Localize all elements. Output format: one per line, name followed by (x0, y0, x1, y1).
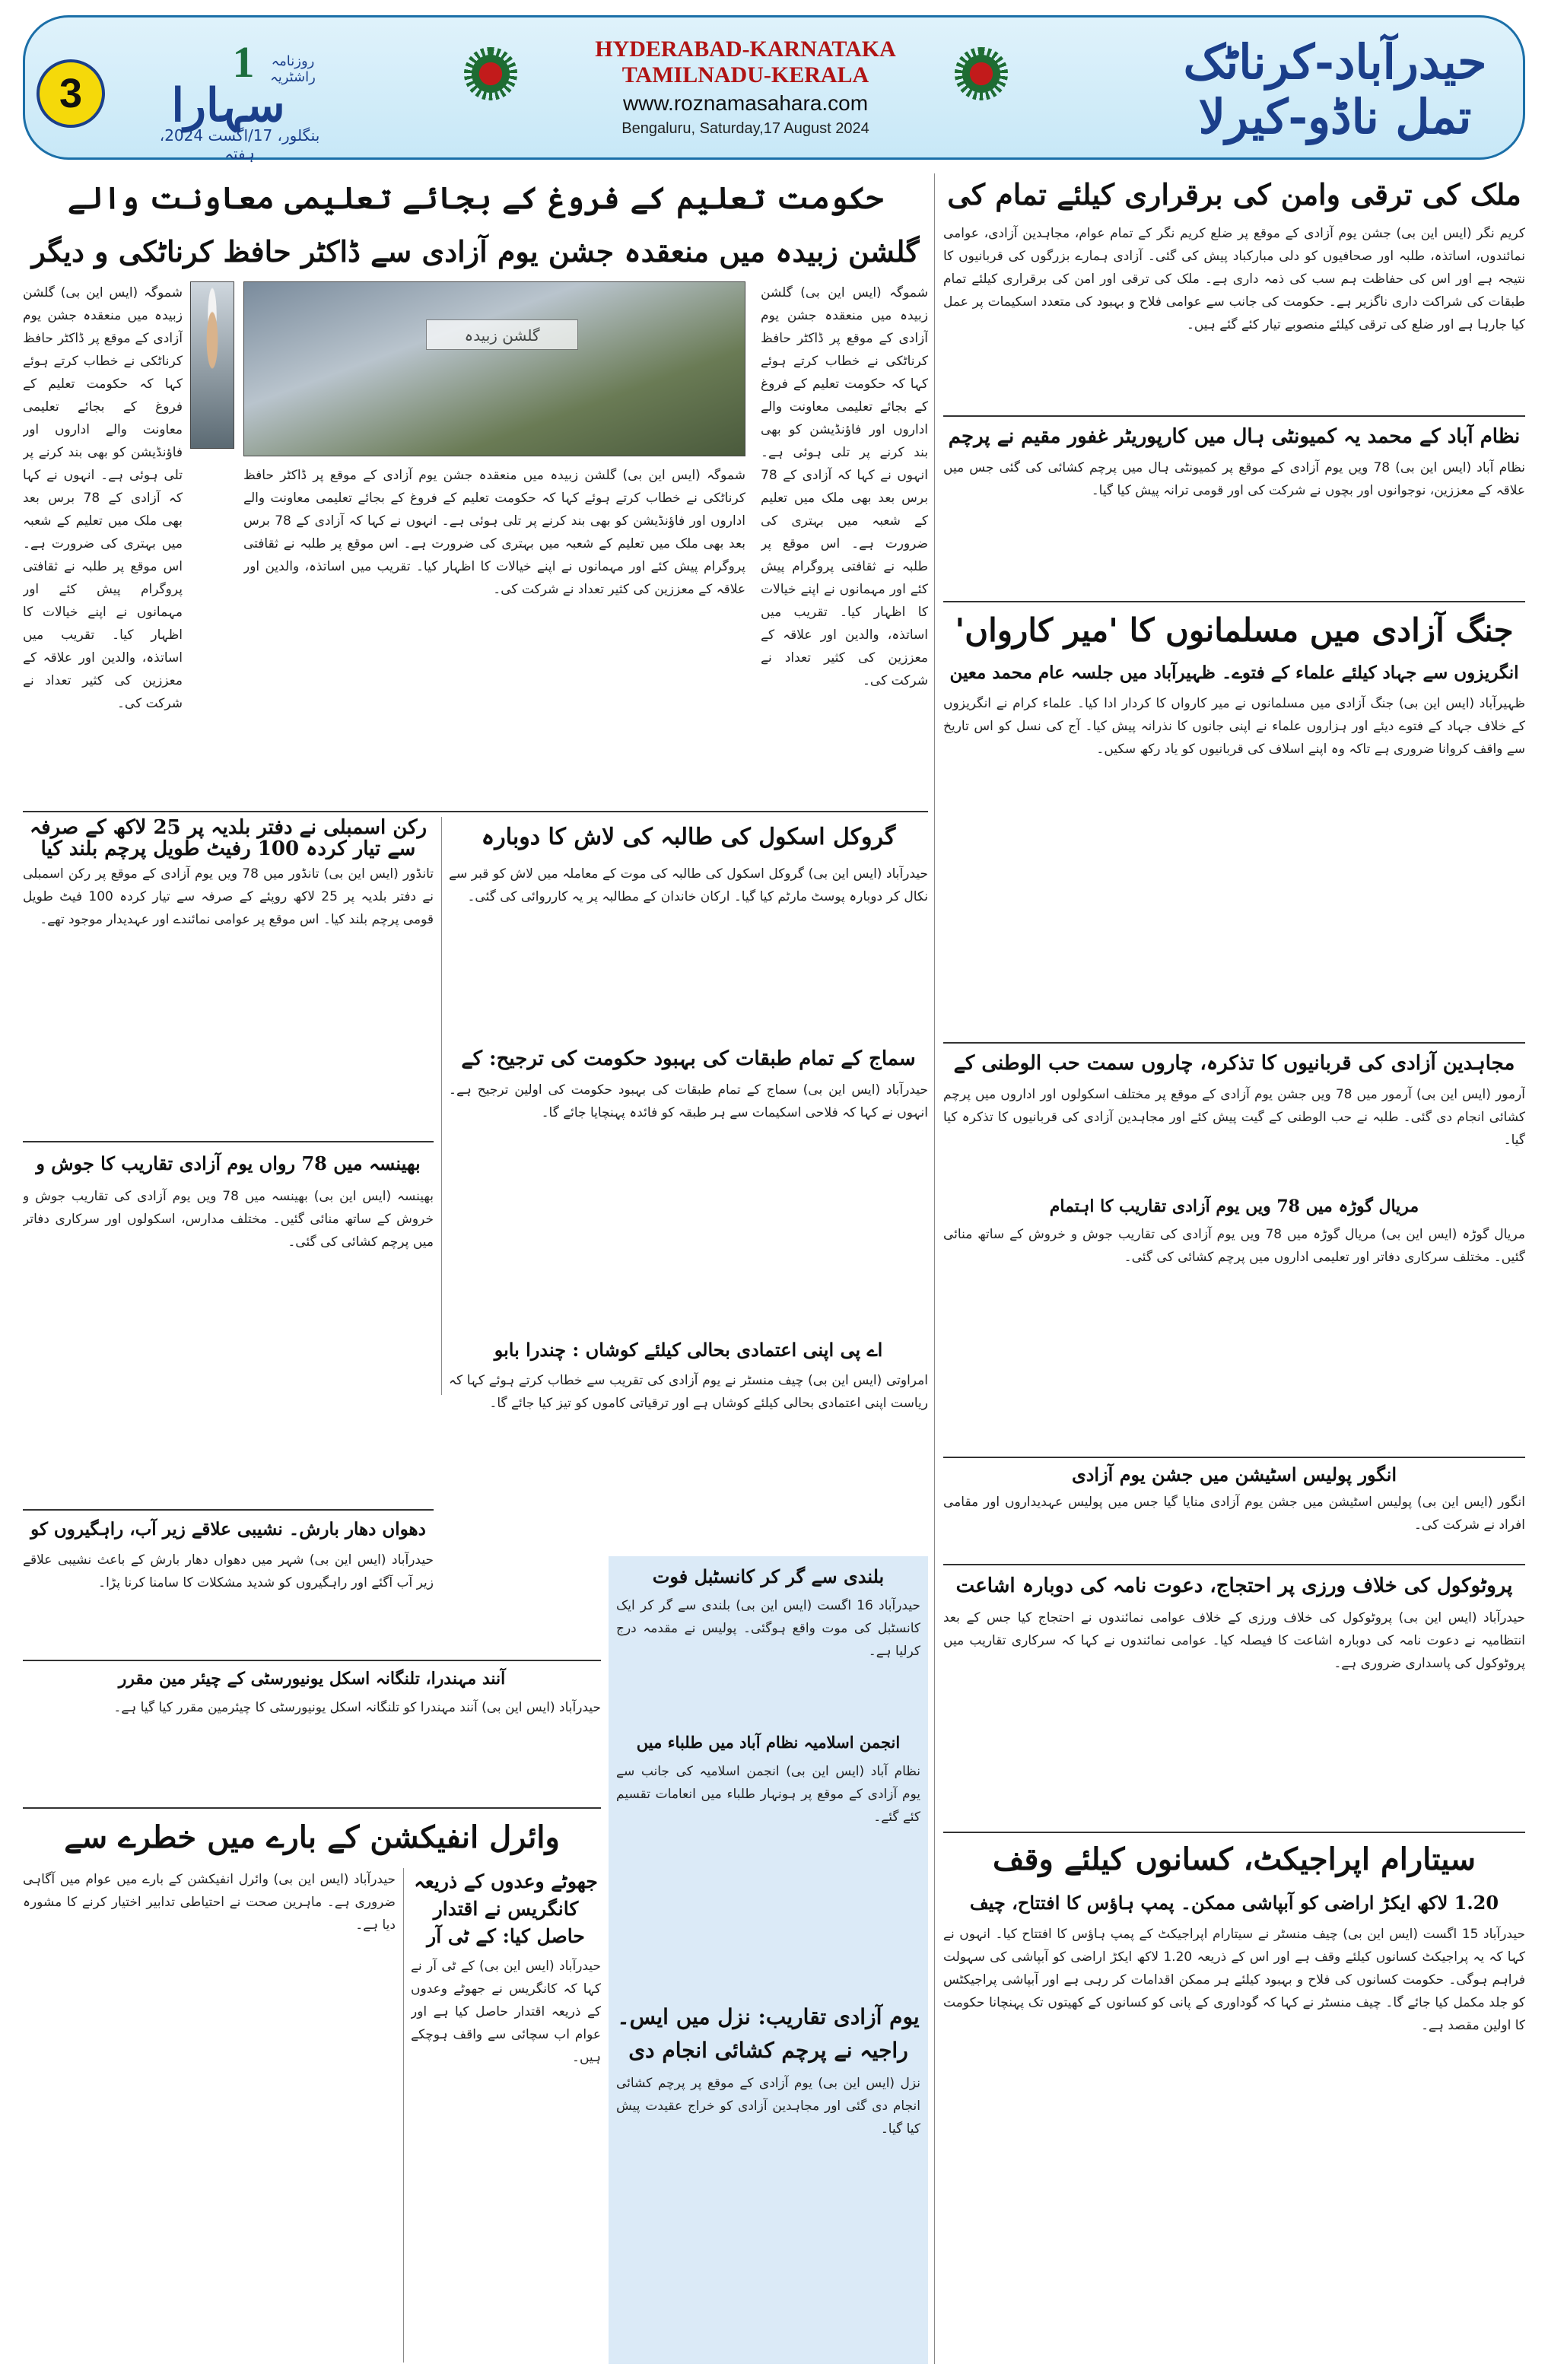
headline-constable: بلندی سے گر کر کانسٹبل فوت (652, 1565, 885, 1587)
body-kt-rama-rao: حیدرآباد (ایس این بی) سماج کے تمام طبقات کی بہبود حکومت کی اولین ترجیح ہے۔ انہوں نے کہا کہ فلاحی اسکیمات سے ہر طبقہ کو فائدہ پہنچایا جائے گا۔ (449, 1082, 928, 1120)
headline-freedom-role: جنگ آزادی میں مسلمانوں کا 'میر کارواں' (955, 612, 1514, 649)
body-tandur: تانڈور (ایس این بی) تانڈور میں 78 ویں یوم آزادی کے موقع پر رکن اسمبلی نے دفتر بلدیہ پر 25 لاکھ روپئے کے صرفہ سے تیار کردہ 100 فیٹ طویل قومی پرچم بلند کیا۔ اس موقع پر عوامی نمائندے اور عہدیدار موجود تھے۔ (23, 866, 434, 927)
headline-miryalaguda: مریال گوڑہ میں 78 ویں یوم آزادی تقاریب کا اہتمام (1049, 1196, 1419, 1216)
body-education-col23: شموگہ (ایس این بی) گلشن زبیدہ میں منعقدہ جشن یوم آزادی کے موقع پر ڈاکٹر حافظ کرناٹکی نے خطاب کرتے ہوئے کہا کہ حکومت تعلیم کے فروغ کے بجائے تعلیمی معاونت والے اداروں اور فاؤنڈیشن کو بھی بند کرنے پر تلی ہوئی ہے۔ انہوں نے کہا کہ آزادی کے 78 برس بعد بھی ملک میں تعلیم کے شعبہ میں بہتری کی ضرورت ہے۔ اس موقع پر طلبہ نے ثقافتی پروگرام پیش کئے اور مہمانوں نے اپنے خیالات کا اظہار کیا۔ تقریب میں اساتذہ، والدین اور علاقہ کے معززین کی کثیر تعداد نے شرکت کی۔ (243, 468, 745, 597)
body-mujahideen: آرمور (ایس این بی) آرمور میں 78 ویں جشن یوم آزادی کے موقع پر مختلف اسکولوں اور اداروں میں پرچم کشائی انجام دی گئی۔ طلبہ نے حب الوطنی کے گیت پیش کئے اور مجاہدین آزادی کی قربانیوں کا تذکرہ کیا گیا۔ (943, 1087, 1525, 1148)
subhead-freedom-role: انگریزوں سے جہاد کیلئے علماء کے فتوے۔ ظہیرآباد میں جلسہ عام محمد معین (949, 663, 1519, 683)
headline-chandrababu: اے پی اپنی اعتمادی بحالی کیلئے کوشاں : چندرا بابو (494, 1339, 883, 1361)
headline-anjuman: انجمن اسلامیہ نظام آباد میں طلباء میں (636, 1733, 901, 1752)
urdu-date: بنگلور، 17/اگست 2024، ہفتہ (159, 126, 320, 163)
headline-kt-rama-rao: سماج کے تمام طبقات کی بہبود حکومت کی ترجیح: کے (461, 1047, 916, 1070)
page-number: 3 (37, 59, 105, 128)
body-anand: حیدرآباد (ایس این بی) آنند مہندرا کو تلنگانہ اسکل یونیورسٹی کا چیئرمین مقرر کیا گیا ہے۔ (113, 1700, 601, 1715)
body-gurukul: حیدرآباد (ایس این بی) گروکل اسکول کی طالبہ کی موت کے معاملہ میں لاش کو قبر سے نکال کر دوبارہ پوسٹ مارٹم کیا گیا۔ ارکان خاندان کے مطالبہ پر یہ کارروائی کی گئی۔ (449, 866, 928, 904)
edition-english (548, 37, 943, 88)
headline-rain: دھواں دھار بارش۔ نشیبی علاقے زیر آب، راہگیروں کو (30, 1519, 426, 1540)
column-divider (441, 817, 442, 1395)
headline-sitarama: سیتارام اپراجیکٹ، کسانوں کیلئے وقف (992, 1841, 1476, 1877)
column-divider (934, 173, 935, 2364)
divider (943, 1042, 1525, 1044)
divider (23, 811, 928, 812)
edition-ur-line1: حیدرآباد-کرناٹک (1183, 34, 1487, 90)
logo-one: 1 (232, 37, 255, 87)
body-nalgonda: نزل (ایس این بی) یوم آزادی کے موقع پر پرچم کشائی انجام دی گئی اور مجاہدین آزادی کو خراج عقیدت پیش کیا گیا۔ (616, 2076, 920, 2137)
body-congress: حیدرآباد (ایس این بی) کے ٹی آر نے کہا کہ کانگریس نے جھوٹے وعدوں کے ذریعہ اقتدار حاصل کیا ہے اور عوام اب سچائی سے واقف ہوچکے ہیں۔ (411, 1959, 601, 2065)
edition-urdu (1164, 35, 1506, 145)
divider (943, 601, 1525, 602)
subhead-sitarama: 1.20 لاکھ ایکڑ اراضی کو آبپاشی ممکن۔ پمپ ہاؤس کا افتتاح، چیف (969, 1892, 1499, 1914)
speaker-portrait (190, 281, 234, 449)
headline-ankur-police: انگور پولیس اسٹیشن میں جشن یوم آزادی (1071, 1463, 1397, 1486)
edition-en-line1: HYDERABAD-KARNATAKA (595, 37, 896, 62)
divider (23, 1141, 434, 1142)
sun-emblem-right-icon (955, 47, 1008, 100)
body-anjuman: نظام آباد (ایس این بی) انجمن اسلامیہ کی جانب سے یوم آزادی کے موقع پر ہونہار طلباء میں انعامات تقسیم کئے گئے۔ (616, 1764, 920, 1825)
headline-bhainsa: بھینسہ میں 78 رواں یوم آزادی تقاریب کا جوش و (36, 1152, 421, 1174)
body-education-col4: شموگہ (ایس این بی) گلشن زبیدہ میں منعقدہ جشن یوم آزادی کے موقع پر ڈاکٹر حافظ کرناٹکی نے خطاب کرتے ہوئے کہا کہ حکومت تعلیم کے فروغ کے بجائے تعلیمی معاونت والے اداروں اور فاؤنڈیشن کو بھی بند کرنے پر تلی ہوئی ہے۔ انہوں نے کہا کہ آزادی کے 78 برس بعد بھی ملک میں تعلیم کے شعبہ میں بہتری کی ضرورت ہے۔ اس موقع پر طلبہ نے ثقافتی پروگرام پیش کئے اور مہمانوں نے اپنے خیالات کا اظہار کیا۔ تقریب میں اساتذہ، والدین اور علاقہ کے معززین کی کثیر تعداد نے شرکت کی۔ (23, 285, 183, 711)
headline-viral: وائرل انفیکشن کے بارے میں خطرے سے (64, 1819, 560, 1855)
body-freedom-role: ظہیرآباد (ایس این بی) جنگ آزادی میں مسلمانوں نے میر کارواں کا کردار ادا کیا۔ علماء کرام نے انگریزوں کے خلاف جہاد کے فتوے دیئے اور ہزاروں علماء نے اپنی جانوں کا نذرانہ پیش کیا۔ آج کی نسل کو اس تاریخ سے واقف کروانا ضروری ہے تاکہ وہ اپنے اسلاف کی قربانیوں کو یاد رکھ سکیں۔ (943, 696, 1525, 757)
headline-nalgonda: یوم آزادی تقاریب: نزل میں ایس۔ راجیہ نے پرچم کشائی انجام دی (617, 2004, 920, 2063)
divider (23, 1660, 601, 1661)
headline-unity: ملک کی ترقی وامن کی برقراری کیلئے تمام کی (947, 177, 1521, 211)
edition-en-line2: TAMILNADU-KERALA (621, 62, 869, 87)
subhead-education: گلشن زبیدہ میں منعقدہ جشن یوم آزادی سے ڈاکٹر حافظ کرناٹکی و دیگر (31, 234, 920, 269)
headline-congress: جھوٹے وعدوں کے ذریعہ کانگریس نے اقتدار حاصل کیا: کے ٹی آر (414, 1870, 598, 1947)
edition-ur-line2: تمل ناڈو-کیرلا (1198, 89, 1472, 145)
logo-tagline: روزنامہ راشٹریہ (270, 53, 316, 85)
divider (23, 1509, 434, 1511)
column-divider (403, 1868, 404, 2363)
headline-mujahideen: مجاہدین آزادی کی قربانیوں کا تذکرہ، چاروں سمت حب الوطنی کے (953, 1052, 1515, 1075)
body-sitarama: حیدرآباد 15 اگست (ایس این بی) چیف منسٹر نے سیتارام اپراجیکٹ کے پمپ ہاؤس کا افتتاح کیا۔ انہوں نے کہا کہ یہ پراجیکٹ کسانوں کیلئے وقف ہے اور اس کے ذریعہ 1.20 لاکھ ایکڑ اراضی کو آبپاشی کی سہولت فراہم ہوگی۔ حکومت کسانوں کی فلاح و بہبود کیلئے ہر ممکن اقدامات کر رہی ہے اور آبپاشی پراجیکٹس کو جلد مکمل کیا جائے گا۔ چیف منسٹر نے کہا کہ گوداوری کے پانی کو کسانوں کے کھیتوں تک پہنچانا حکومت کا اولین مقصد ہے۔ (943, 1927, 1525, 2033)
body-ankur-police: انگور (ایس این بی) پولیس اسٹیشن میں جشن یوم آزادی منایا گیا جس میں پولیس عہدیداروں اور مقامی افراد نے شرکت کی۔ (943, 1495, 1525, 1533)
headline-tandur: رکن اسمبلی نے دفتر بلدیہ پر 25 لاکھ کے صرفہ سے تیار کردہ 100 رفیٹ طویل پرچم بلند کیا (29, 817, 428, 860)
website[interactable]: www.roznamasahara.com (622, 91, 869, 115)
headline-anand: آنند مہندرا، تلنگانہ اسکل یونیورسٹی کے چیئر مین مقرر (118, 1669, 506, 1689)
body-bhainsa: بھینسہ (ایس این بی) بھینسہ میں 78 ویں یوم آزادی کی تقاریب جوش و خروش کے ساتھ منائی گئیں۔ مختلف مدارس، اسکولوں اور سرکاری دفاتر میں پرچم کشائی کی گئی۔ (23, 1189, 434, 1250)
headline-gurukul: گروکل اسکول کی طالبہ کی لاش کا دوبارہ (481, 824, 896, 850)
body-unity: کریم نگر (ایس این بی) جشن یوم آزادی کے موقع پر ضلع کریم نگر کے تمام عوام، مجاہدین آزادی، عوامی نمائندوں، اساتذہ، طلبہ اور صحافیوں کو دلی مبارکباد پیش کی گئی۔ آزادی ہمارے بزرگوں کی قربانیوں کا نتیجہ ہے اور اس کی حفاظت ہم سب کی ذمہ داری ہے۔ ملک کی ترقی اور امن کی برقراری کیلئے تمام طبقات کی شراکت داری ناگزیر ہے۔ حکومت کی جانب سے عوامی فلاح و بہبود کی متعدد اسکیمات پر عمل کیا جارہا ہے اور ضلع کی ترقی کیلئے منصوبے تیار کئے گئے ہیں۔ (943, 226, 1525, 332)
body-protocol: حیدرآباد (ایس این بی) پروٹوکول کی خلاف ورزی کے خلاف عوامی نمائندوں نے احتجاج کیا جس کے بعد انتظامیہ نے دعوت نامہ کی دوبارہ اشاعت کا فیصلہ کیا۔ عوامی نمائندوں نے کہا کہ سرکاری تقاریب میں پروٹوکول کی پاسداری ضروری ہے۔ (943, 1610, 1525, 1671)
event-photo (243, 281, 745, 456)
english-date: Bengaluru, Saturday,17 August 2024 (621, 120, 869, 137)
divider (943, 1832, 1525, 1833)
body-constable: حیدرآباد 16 اگست (ایس این بی) بلندی سے گر کر ایک کانسٹبل کی موت واقع ہوگئی۔ پولیس نے مقدمہ درج کرلیا ہے۔ (616, 1598, 920, 1659)
sun-emblem-left-icon (464, 47, 517, 100)
divider (943, 415, 1525, 417)
headline-nizamabad: نظام آباد کے محمد یہ کمیونٹی ہال میں کارپوریٹر غفور مقیم نے پرچم (948, 425, 1521, 448)
divider (943, 1564, 1525, 1565)
headline-protocol: پروٹوکول کی خلاف ورزی پر احتجاج، دعوت نامہ کی دوبارہ اشاعت (955, 1574, 1513, 1597)
logo-name: سہارا (171, 81, 285, 131)
photo-banner: گلشن زبیدہ (426, 319, 578, 350)
divider (943, 1457, 1525, 1458)
body-nizamabad: نظام آباد (ایس این بی) 78 ویں یوم آزادی کے موقع پر کمیونٹی ہال میں پرچم کشائی کی گئی جس میں علاقہ کے معززین، نوجوانوں اور بچوں نے شرکت کی اور قومی ترانہ پیش کیا گیا۔ (943, 460, 1525, 498)
headline-education: حکومت تعلیم کے فروغ کے بجائے تعلیمی معاونت والے (67, 180, 884, 216)
body-chandrababu: امراوتی (ایس این بی) چیف منسٹر نے یوم آزادی کی تقریب سے خطاب کرتے ہوئے کہا کہ ریاست اپنی اعتمادی بحالی کیلئے کوشاں ہے اور ترقیاتی کاموں کو تیز کیا جائے گا۔ (449, 1373, 928, 1411)
body-education-col1: شموگہ (ایس این بی) گلشن زبیدہ میں منعقدہ جشن یوم آزادی کے موقع پر ڈاکٹر حافظ کرناٹکی نے خطاب کرتے ہوئے کہا کہ حکومت تعلیم کے فروغ کے بجائے تعلیمی معاونت والے اداروں اور فاؤنڈیشن کو بھی بند کرنے پر تلی ہوئی ہے۔ انہوں نے کہا کہ آزادی کے 78 برس بعد بھی ملک میں تعلیم کے شعبہ میں بہتری کی ضرورت ہے۔ اس موقع پر طلبہ نے ثقافتی پروگرام پیش کئے اور مہمانوں نے اپنے خیالات کا اظہار کیا۔ تقریب میں اساتذہ، والدین اور علاقہ کے معززین کی کثیر تعداد نے شرکت کی۔ (761, 285, 928, 688)
body-rain: حیدرآباد (ایس این بی) شہر میں دھواں دھار بارش کے باعث نشیبی علاقے زیر آب آگئے اور راہگیروں کو شدید مشکلات کا سامنا کرنا پڑا۔ (23, 1552, 434, 1590)
body-miryalaguda: مریال گوڑہ (ایس این بی) مریال گوڑہ میں 78 ویں یوم آزادی کی تقاریب جوش و خروش کے ساتھ منائی گئیں۔ مختلف سرکاری دفاتر اور تعلیمی اداروں میں پرچم کشائی کی گئی۔ (943, 1227, 1525, 1265)
divider (23, 1807, 601, 1809)
body-viral: حیدرآباد (ایس این بی) وائرل انفیکشن کے بارے میں عوام میں آگاہی ضروری ہے۔ ماہرین صحت نے احتیاطی تدابیر اختیار کرنے کا مشورہ دیا ہے۔ (23, 1872, 396, 1933)
